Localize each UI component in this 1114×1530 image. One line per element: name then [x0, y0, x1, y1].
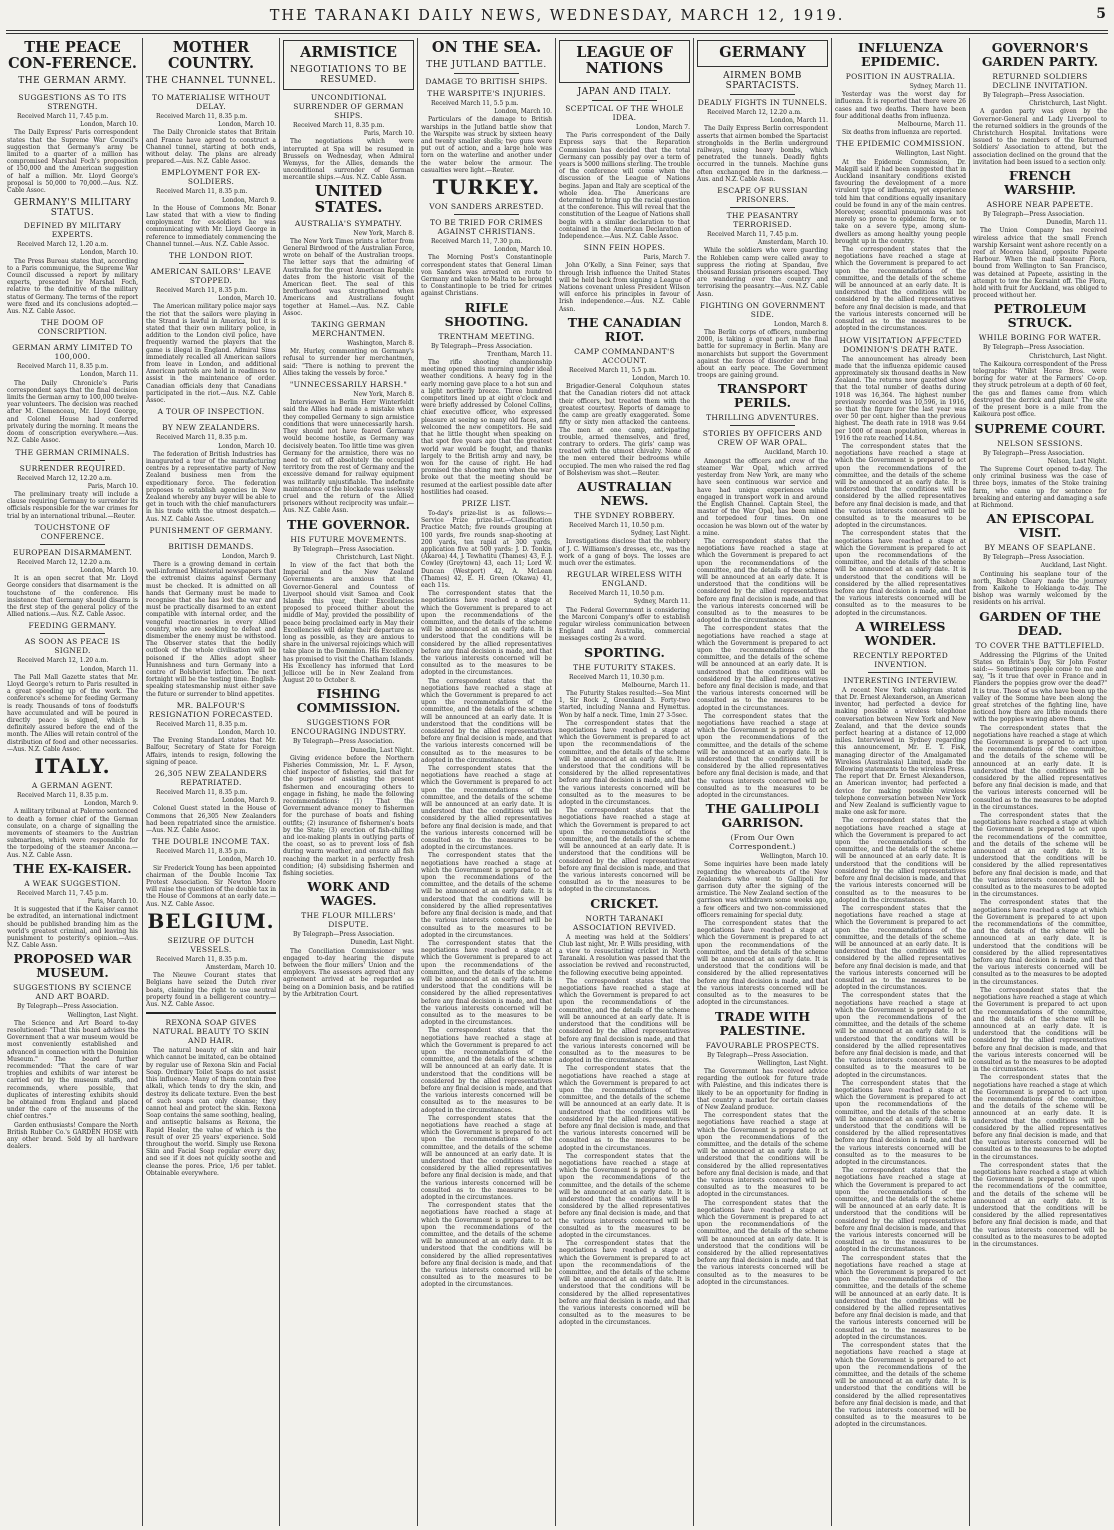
subhead: GERMANY'S MILITARY STATUS.: [13, 198, 132, 219]
dateline-place: Dunedin, March 11.: [1046, 219, 1107, 227]
advertisement-text: The natural beauty of skin and hair which cannot be imitated, can be obtained by regular use of Rexona Skin and Facial Soap. Ordinary Toilet Soaps do not assist this influence. Many of them contain free alkali, which tends to dry the skin, and destroy its delicate texture. Even the best of such soaps can only cleanse; they cannot heal and protect the skin. Rexona Soap contains the same soothing, healing, and antiseptic balsams as Rexona, the Rapid Healer, the value of which is the result of over 25 years' experience. Sold throughout the world. Simply use Rexona Skin and Facial Soap regular every day, and see if it does not quickly soothe and cleanse the pores. Price, 1/6 per tablet. Obtainable everywhere.: [146, 1047, 276, 1177]
dateline-place: London, March 10.: [218, 442, 276, 450]
headline-supreme-court: SUPREME COURT.: [974, 420, 1106, 436]
subhead: THE DOUBLE INCOME TAX.: [152, 837, 270, 847]
dateline: By Telegraph—Press Association.: [983, 211, 1085, 219]
subhead: THE WARSPITE'S INJURIES.: [427, 89, 546, 98]
dateline-place: New York, March 8.: [353, 229, 414, 237]
dateline-place: Paris, March 10.: [87, 482, 138, 490]
subhead: DAMAGE TO BRITISH SHIPS.: [425, 77, 548, 86]
headline-fishing-commission: FISHING COMMISSION.: [296, 686, 401, 716]
subhead: THE CHANNEL TUNNEL.: [146, 76, 276, 86]
article-text: To-day's prize-list is as follows:— Service Prize prize-list.—Classification Practice Match; five rounds grouping at 100 yards, five rounds snap-shooting at 200 yards, ten rapid at 300 yards, application five at 500 yards: J. D. Tonkin (Akaroa) 44, J. Tewhatitu (Thames) 43, F. J. Cowley (Greytown) 43, each 11; Lord W. Duncan (Westport) 42, A. McLean (Thames) 42, E. H. Green (Okawa) 41, each 11s.: [421, 509, 552, 589]
article-text: The rifle shooting championship meeting opened this morning under ideal weather conditions. A heavy fog in the early morning gave place to a hot sun and a light northerly breeze. Three hundred competitors lined up at eight o'clock and were briefly addressed by Colonel Collins, chief executive officer, who expressed pleasure at seeing so many old faces, and welcomed the new competitors. He said that he little thought when speaking on that spot five years ago that the greatest world war would be fought, and thanks largely to the British army and navy, be won for the cause of right. He had promised the shooting men when the war broke out that the meeting should be resumed at the earliest possible date after hostilities had ceased.: [421, 359, 552, 496]
dateline-place: Paris, March 10.: [87, 898, 138, 906]
headline-trade-with-palestine: TRADE WITH PALESTINE.: [714, 1008, 811, 1038]
dateline: By Telegraph—Press Association.: [293, 738, 395, 746]
subhead: CAMP COMMANDANT'S ACCOUNT.: [574, 346, 675, 365]
dateline-place: Auckland, Last Night.: [1040, 562, 1107, 570]
dateline-place: London, March 8.: [773, 320, 828, 328]
article-text: The Supreme Court opened to-day. The only criminal business was the case of three boys, inmates of the Stoke training farm, who came up for sentence for breaking and entering and damaging a safe at Richmond.: [973, 465, 1107, 509]
dateline-place: Sydney, Last Night.: [630, 530, 690, 538]
dateline-place: London, March 9.: [221, 196, 276, 204]
subhead: "UNNECESSARILY HARSH.": [289, 380, 408, 390]
dateline-place: Christchurch, Last Night.: [336, 553, 414, 561]
article-text: Amongst the officers and crew of the steamer War Opal, which arrived yesterday from New York, are many who have seen continuous war service and have had unique experiences while engaged in transport work in and around the English Channel. Captain Steel, the master of the War Opal, has been mined and torpedoed four times. On one occasion he was blown out of the water by a mine.: [697, 457, 828, 537]
subhead: BRITISH DEMANDS.: [168, 541, 254, 551]
subhead: SINN FEIN HOPES.: [583, 243, 666, 253]
subhead: SUGGESTIONS AS TO ITS STRENGTH.: [18, 93, 127, 111]
subhead: FEEDING GERMANY.: [28, 621, 117, 631]
dateline-place: Amsterdam, March 10.: [757, 239, 828, 247]
dateline: By Telegraph—Press Association.: [17, 1003, 119, 1011]
subhead: THE FLOUR MILLERS' DISPUTE.: [301, 911, 396, 930]
headline-gallipoli-garrison: THE GALLIPOLI GARRISON.: [705, 801, 820, 831]
article-text: The correspondent states that the negotiations have reached a stage at which the Government is prepared to act upon the recommendations of the committee, and the details of the scheme will be announced at an early date. It is understood that the conditions will be considered by the allied representatives before any final decision is made, and that the various interests concerned will be consulted as to the measures to be adopted in the circumstances.: [973, 724, 1107, 811]
dateline-place: Christchurch, Last Night.: [1029, 352, 1107, 360]
dateline-place: London, March 10.: [80, 566, 138, 574]
dateline: Received March 11, 8.35 p.m.: [156, 113, 248, 120]
dateline: Received March 11, 8.35 p.m.: [17, 363, 109, 371]
dateline-place: London, March 9.: [221, 797, 276, 805]
dateline-place: Auckland, March 10.: [764, 449, 828, 457]
headline-governor: THE GOVERNOR.: [286, 516, 410, 532]
dateline-place: London, March 11.: [80, 665, 138, 673]
article-text: While the soldiers who were guarding the Rohleben camp were called away to suppress the rioting at Spandau, five thousand Russian prisoners escaped. They are wandering over the country and terrorising the peasantry.—Aus. N.Z. Cable Assn.: [697, 247, 828, 298]
article-text: The correspondent states that the negotiations have reached a stage at which the Government is prepared to act upon the recommendations of the committee, and the details of the scheme will be announced at an early date. It is understood that the conditions will be considered by the allied representatives before any final decision is made, and that the various interests concerned will be consulted as to the measures to be adopted in the circumstances.: [559, 719, 690, 807]
subhead: FIGHTING ON GOVERNMENT SIDE.: [699, 300, 826, 319]
dateline-place: London, March 11.: [770, 117, 828, 125]
dateline: Received March 11, 7.30 p.m.: [431, 238, 523, 246]
article-text: The correspondent states that the negotiations have reached a stage at which the Government is prepared to act upon the recommendations of the committee, and the details of the scheme will be announced at an early date. It is understood that the conditions will be considered by the allied representatives before any final decision is made, and that the various interests concerned will be consulted as to the measures to be adopted in the circumstances.: [835, 992, 966, 1079]
article-text: Particulars of the damage to British warships in the Jutland battle show that the Warspite was struck by sixteen heavy and twenty smaller shells; two guns were put out of action, and a large hole was torn on the waterline and another under the water below the armour. The casualties were light.—Reuter.: [421, 116, 552, 174]
article-text: The preliminary treaty will include a clause requiring Germany to surrender its officials responsible for the war crimes for trial by an international tribunal.—Reuter.: [7, 490, 138, 520]
column-8: [970, 38, 1110, 1526]
subhead: WHILE BORING FOR WATER.: [978, 333, 1102, 343]
article-text: The Futurity Stakes resulted:—Sea Mint 1, Sir Rock 2, Greenland 3. Forty-two started, including Nanna and Hymettus. Won by half a neck. Time, 1min 27 3-5sec.: [559, 689, 690, 719]
masthead-rule-2: [6, 33, 1108, 34]
article-text: The negotiations which were interrupted at Spa will be resumed in Brussels on Wednesday, when Admiral Wemyss, for the Allies, demands the unconditional surrender of German mercantile ships.—Aus. N.Z. Cable Assn.: [283, 138, 414, 182]
dateline: Received March 11, 8.35 p.m.: [156, 955, 248, 963]
dateline: By Telegraph—Press Association.: [293, 545, 395, 553]
subhead: ESCAPE OF RUSSIAN PRISONERS.: [717, 186, 808, 205]
dateline-place: London, March 9.: [221, 552, 276, 560]
subhead: A WEAK SUGGESTION.: [24, 878, 121, 888]
headline-work-and-wages: WORK AND WAGES.: [307, 879, 390, 909]
headline-italy: ITALY.: [34, 753, 111, 778]
dateline: Received March 11, 10.50 p.m.: [569, 590, 665, 598]
article-text: The correspondent states that the negotiations have reached a stage at which the Government is prepared to act upon the recommendations of the committee, and the details of the scheme will be announced at an early date. It is understood that the conditions will be considered by the allied representatives before any final decision is made, and that the various interests concerned will be consulted as to the measures to be adopted in the circumstances.: [559, 807, 690, 894]
article-text: The Pall Mall Gazette states that Mr. Lloyd George's return to Paris resulted in a great speeding up of the work. The conference's scheme for feeding Germany is ready. Thousands of tons of foodstuffs have accumulated and will be poured in directly peace is signed, which is definitely assured before the end of the month. The Allies will retain control of the distribution of food and other necessaries.—Aus. N.Z. Cable Assoc.: [7, 673, 138, 753]
dateline-place: Washington, March 8.: [347, 340, 414, 348]
dateline: Received March 11, 10.50 p.m.: [569, 521, 665, 529]
article-text: The correspondent states that the negotiations have reached a stage at which the Government is prepared to act upon the recommendations of the committee, and the details of the scheme will be announced at an early date. It is understood that the conditions will be considered by the allied representatives before any final decision is made, and that the various interests concerned will be consulted as to the measures to be adopted in the circumstances.: [835, 904, 966, 992]
article-text: The Daily Express Berlin correspondent asserts that airmen bombed the Spartacist strongholds in the Berlin underground railways, using heavy bombs, which penetrated the tunnels. Deadly fights occurred in the tunnels. Machine guns often exchanged fire in the darkness.—Aus. and N.Z. Cable Assn.: [697, 125, 828, 183]
article-text: Some inquiries have been made lately regarding the whereabouts of the New Zealanders who went to Gallipoli for garrison duty after the signing of the armistice. The New Zealand section of the garrison was withdrawn some weeks ago, a few officers and two non-commissioned officers remaining for special duty.: [697, 861, 828, 919]
subhead: GERMAN ARMY LIMITED TO 100,000.: [12, 343, 133, 362]
article-text: John O'Kelly, a Sinn Feiner, says that through Irish influence the United States will be held back from signing a League of Nations covenant unless President Wilson will enforce his principles in favour of Irish independence.—Aus. N.Z. Cable Assn.: [559, 262, 690, 313]
subhead: DEFINED BY MILITARY EXPERTS.: [23, 221, 122, 240]
masthead-rule: [6, 30, 1108, 31]
article-text: The Nieuwe Courant states that Belgians have seized the Dutch river boats, claiming the right to use neutral property found in a belligerent country.—Aus. N.Z. Cable Assoc.: [146, 972, 276, 1009]
subhead: EMPLOYMENT FOR EX-SOLDIERS.: [161, 168, 261, 187]
subhead: NELSON SESSIONS.: [997, 438, 1083, 448]
headline-canadian-riot: THE CANADIAN RIOT.: [567, 314, 682, 344]
dateline-place: London, March 11.: [80, 371, 138, 379]
subhead: VON SANDERS ARRESTED.: [429, 202, 544, 212]
headline-wireless-wonder: A WIRELESS WONDER.: [855, 618, 946, 648]
subhead: AMERICAN SAILORS' LEAVE STOPPED.: [150, 267, 272, 286]
subhead: HOW VISITATION AFFECTED DOMINION'S DEATH RATE.: [839, 335, 962, 354]
headline-armistice: ARMISTICE: [300, 44, 397, 61]
dateline: By Telegraph—Press Association.: [293, 931, 395, 939]
column-7: [832, 38, 969, 1526]
headline-sporting: SPORTING.: [584, 644, 665, 660]
article-text: The correspondent states that the negotiations have reached a stage at which the Government is prepared to act upon the recommendations of the committee, and the details of the scheme will be announced at an early date. It is understood that the conditions will be considered by the allied representatives before any final decision is made, and that the various interests concerned will be consulted as to the measures to be adopted in the circumstances.: [421, 677, 552, 764]
article-text: The correspondent states that the negotiations have reached a stage at which the Government is prepared to act upon the recommendations of the committee, and the details of the scheme will be announced at an early date. It is understood that the conditions will be considered by the allied representatives before any final decision is made, and that the various interests concerned will be consulted as to the measures to be adopted in the circumstances.: [559, 977, 690, 1065]
article-text: Brigadier-General Colquhoun states that the Canadian rioters did not attack their officers, but treated them with the greatest courtesy. Reports of damage to the camp are greatly exaggerated. Some fifty or sixty men attacked the canteens. The men at one camp, anticipating trouble, armed themselves, and fired, contrary to orders. The girls' camp was treated with the utmost chivalry. None of the men entered their bedrooms while occupied. The men who raised the red flag of Bolshevism was shot.—Reuter.: [559, 383, 690, 477]
dateline-place: Wellington, Last Night.: [67, 1011, 138, 1019]
article-text: Sir Frederick Young has been appointed chairman of the Double Income Tax Protest Association. Sir Newton Moore will raise the question of the double tax in the House of Commons at an early date.—Aus. N.Z. Cable Assoc.: [146, 864, 276, 908]
subhead: UNCONDITIONAL SURRENDER OF GERMAN SHIPS.: [293, 93, 404, 120]
dateline-place: London, March 10.: [218, 856, 276, 864]
headline-garden-of-the-dead: GARDEN OF THE DEAD.: [979, 608, 1101, 638]
subhead: THE JUTLAND BATTLE.: [426, 60, 547, 70]
dateline-place: London, March 10.: [218, 295, 276, 303]
dateline-place: London, March 7.: [635, 124, 690, 131]
article-text: The correspondent states that the negotiations have reached a stage at which the Government is prepared to act upon the recommendations of the committee, and the details of the scheme will be announced at an early date. It is understood that the conditions will be considered by the allied representatives before any final decision is made, and that the various interests concerned will be consulted as to the measures to be adopted in the circumstances.: [421, 765, 552, 852]
dateline-place: Paris, March 10.: [363, 130, 414, 138]
article-text: The correspondent states that the negotiations have reached a stage at which the Government is prepared to act upon the recommendations of the committee, and the details of the scheme will be announced at an early date. It is understood that the conditions will be considered by the allied representatives before any final decision is made, and that the various interests concerned will be consulted as to the measures to be adopted in the circumstances.: [973, 812, 1107, 899]
dateline: Received March 11, 10.30 p.m.: [569, 673, 665, 681]
article-text: The federation of British Industries has inaugurated a tour of the manufacturing centres by a representative party of New Zealand business men from the expeditionary force. The federation proposes to establish agencies in New Zealand whereby any buyer will be able to get in touch with the chief manufacturers in his trade with the utmost despatch.—Aus. N.Z. Cable Assoc.: [146, 450, 276, 523]
subhead: A TOUR OF INSPECTION.: [157, 407, 265, 417]
article-text: A recent New York cablegram stated that Dr. Ernest Alexanderson, an American inventor, had perfected a device for making possible a wireless telephone conversation between New York and New Zealand, and that the device sounds perfect hearing at a distance of 12,000 miles. Interviewed in Sydney regarding this announcement, Mr. E. T. Fisk, managing director of the Amalgamated Wireless (Australasia) Limited, made the following statements to the wireless Press. The report that Dr. Ernest Alexanderson, an American inventor, had perfected a device for making possible wireless telephone conversation between New York and New Zealand is sufficiently vague to make one ask for more.: [835, 686, 966, 817]
article-text: The Conciliation Commissioner was engaged to-day hearing the dispute between the flour millers' Union and the employers. The assessors agreed that any agreement arrived at be regarded as being on a Dominion basis, and be ratified by the Arbitration Court.: [283, 947, 414, 998]
article-text: The American military police major says the riot that the sailors were playing in the Strand is lawful in America, but it is stated that their own military police, in addition to the London civil police, have frequently warned the players that the game is illegal in England. Admiral Sims immediately recalled all American sailors from leave in London, and additional American patrols are held in readiness to assist in the maintenance of order. Canadian officials deny that Canadians participated in the riot.—Aus. N.Z. Cable Assoc.: [146, 303, 276, 405]
article-text: Continuing his seaplane tour of the north, Bishop Cleary made the journey from Kaikohe to Hokianga to-day. The bishop was warmly welcomed by the residents on his arrival.: [973, 570, 1107, 607]
article-text: There is a growing demand in certain well-informed Ministerial newspapers that the extremist claims against Germany must be checked. It is admitted on all hands that Germany must be made to recognise that she has lost the war and must be practically disarmed to an extent compatible with internal order, and the vengeful reactionaries in every Allied country, who are seeking to defeat and dismember the enemy must be withstood. The Observer states that the bodily outlook of the whole civilisation will be poisoned if the Allies adopt sheer Hunnishness and turn Germany into a centre of Bolshevist infection. The next fortnight will be the testing time. English-speaking statesmanship must either save the future or surrender to blind appetites.: [146, 560, 276, 698]
subhead: FAVOURABLE PROSPECTS.: [705, 1040, 820, 1050]
article-text: The correspondent states that the negotiations have reached a stage at which the Government is prepared to act upon the recommendations of the committee, and the details of the scheme will be announced at an early date. It is understood that the conditions will be considered by the allied representatives before any final decision is made, and that the various interests concerned will be consulted as to the measures to be adopted in the circumstances.: [973, 899, 1107, 986]
dateline-place: Christchurch, Last Night.: [1029, 100, 1107, 108]
subhead: AUSTRALIA'S SYMPATHY.: [294, 218, 403, 228]
dateline: Received March 11, 7.45 p.m.: [707, 231, 799, 239]
dateline-place: Dunedin, Last Night.: [350, 939, 414, 947]
article-text: In the House of Commons Mr. Bonar Law stated that with a view to finding employment for ex-soldiers he was communicating with Mr. Lloyd George in reference to immediately commencing the Channel tunnel.—Aus. N.Z. Cable Assoc.: [146, 204, 276, 248]
subhead: THE SYDNEY ROBBERY.: [574, 510, 675, 520]
subhead: AIRMEN BOMB SPARTACISTS.: [723, 71, 802, 91]
subhead: MR. BALFOUR'S RESIGNATION FORECASTED.: [148, 700, 274, 719]
article-text: The Daily Express' Paris correspondent states that the Supreme War Council's suggestion that Germany's army be limited to a quarter of a million has compromised Marshal Foch's proposition of 150,000 and the American suggestion of half a million. Mr. Lloyd George's proposal is 50,000 to 70,000.—Aus. N.Z. Cable Assoc.: [7, 129, 138, 195]
subhead: SUGGESTIONS BY SCIENCE AND ART BOARD.: [13, 983, 132, 1002]
subhead: THE FUTURITY STAKES.: [573, 662, 676, 672]
subhead: TOUCHSTONE OF CONFERENCE.: [34, 522, 111, 541]
headline-cricket: CRICKET.: [590, 895, 659, 911]
article-text: A meeting was held at the Soldiers' Club last night, Mr. P. Wills presiding, with a view to resuscitating cricket in North Taranaki. A resolution was passed that the association be revived and reconstructed, the following executive being appointed.: [559, 933, 690, 977]
dateline-place: Melbourne, March 11.: [621, 681, 690, 689]
headline-transport-perils: TRANSPORT PERILS.: [717, 381, 808, 411]
article-text: A garden party was given by the Governor-General and Lady Liverpool to the returned soldiers in the grounds of the Christchurch Hospital. Invitations were issued to the members of the Returned Soldiers' Association to attend, but the association declined on the ground that the invitation had been issued to a section only.: [973, 108, 1107, 166]
headline-on-the-sea: ON THE SEA.: [431, 39, 542, 56]
dateline-place: Sydney, March 11.: [909, 83, 966, 90]
headline-germany: GERMANY: [719, 44, 806, 61]
article-text: The correspondent states that the negotiations have reached a stage at which the Government is prepared to act upon the recommendations of the committee, and the details of the scheme will be announced at an early date. It is understood that the conditions will be considered by the allied representatives before any final decision is made, and that the various interests concerned will be consulted as to the measures to be adopted in the circumstances.: [421, 1027, 552, 1114]
headline-peace-conference: THE PEACE CON-FERENCE.: [8, 39, 137, 72]
dateline-place: Wellington, March 10.: [760, 853, 828, 861]
headline-rifle-shooting: RIFLE SHOOTING.: [444, 299, 529, 329]
article-text: The Paris correspondent of the Daily Express says that the Reparation Commission has decided that the total Germany can possibly pay over a term of years is 5000 millions sterling. The trouble of the conference will come when the discussion of the League of Nations begins. Japan and Italy are sceptical of the whole idea. The Americans are determined to bring up the racial question at the conference. This will reveal that the constitution of the League of Nations shall begin with a similar declaration to that contained in the American Declaration of Independence.—Aus. N.Z. Cable Assoc.: [559, 132, 690, 241]
dateline-place: Trentham, March 11.: [487, 350, 552, 358]
dateline: Received March 11, 8.35 p.m.: [17, 791, 109, 799]
subhead: NEGOTIATIONS TO BE RESUMED.: [290, 65, 407, 85]
article-text: The Morning Post's Constantinople correspondent states that General Liman von Sanders was arrested en route to Germany and taken to Malta to be brought to Constantinople to be tried for crimes against Christians.: [421, 254, 552, 298]
article-text: The correspondent states that the negotiations have reached a stage at which the Government is prepared to act upon the recommendations of the committee, and the details of the scheme will be announced at an early date. It is understood that the conditions will be considered by the allied representatives before any final decision is made, and that the various interests concerned will be consulted as to the measures to be adopted in the circumstances.: [697, 625, 828, 712]
dateline: By Telegraph—Press Association.: [983, 344, 1085, 352]
dateline: By Telegraph—Press Association.: [983, 449, 1085, 457]
dateline-place: Melbourne, March 11.: [897, 121, 966, 129]
dateline: Received March 12, 12.20 a.m.: [17, 474, 112, 482]
subhead: SEIZURE OF DUTCH VESSELS.: [167, 935, 255, 954]
dateline-place: Nelson, Last Night.: [1047, 457, 1107, 465]
article-text: The correspondent states that the negotiations have reached a stage at which the Government is prepared to act upon the recommendations of the committee, and the details of the scheme will be announced at an early date. It is understood that the conditions will be considered by the allied representatives before any final decision is made, and that the various interests concerned will be consulted as to the measures to be adopted in the circumstances.: [559, 1240, 690, 1327]
article-text: At the Epidemic Commission, Dr. Makgill said it had been suggested that in Auckland insanitary conditions existed favouring the development of a more virulent type of influenza, yet experience told him that conditions equally insanitary could be found in any of the main centres. Moreover, essential pneumonia was not merely so prone to epidemic form, or to take on a severe type, among slum-dwellers as among healthy young people brought up in the country.: [835, 158, 966, 245]
page-number: 5: [1096, 6, 1106, 22]
headline-united-states: UNITED STATES.: [314, 182, 383, 216]
dateline-place: Amsterdam, March 10.: [205, 964, 276, 972]
advertisement-text: Garden enthusiasts! Compare the North British Rubber Co.'s GARDEN HOSE with any other brand. Sold by all hardware dealers.: [7, 1121, 138, 1151]
article-text: The correspondent states that the negotiations have reached a stage at which the Government is prepared to act upon the recommendations of the committee, and the details of the scheme will be announced at an early date. It is understood that the conditions will be considered by the allied representatives before any final decision is made, and that the various interests concerned will be consulted as to the measures to be adopted in the circumstances.: [421, 590, 552, 677]
article-text: Yesterday was the worst day for influenza. It is reported that there were 26 cases and two deaths. There have been four additional deaths from influenza.: [835, 91, 966, 120]
article-text: The correspondent states that the negotiations have reached a stage at which the Government is prepared to act upon the recommendations of the committee, and the details of the scheme will be announced at an early date. It is understood that the conditions will be considered by the allied representatives before any final decision is made, and that the various interests concerned will be consulted as to the measures to be adopted in the circumstances.: [835, 1342, 966, 1429]
article-text: The correspondent states that the negotiations have reached a stage at which the Government is prepared to act upon the recommendations of the committee, and the details of the scheme will be announced at an early date. It is understood that the conditions will be considered by the allied representatives before any final decision is made, and that the various interests concerned will be consulted as to the measures to be adopted in the circumstances.: [835, 246, 966, 333]
article-text: The correspondent states that the negotiations have reached a stage at which the Government is prepared to act upon the recommendations of the committee, and the details of the scheme will be announced at an early date. It is understood that the conditions will be considered by the allied representatives before any final decision is made, and that the various interests concerned will be consulted as to the measures to be adopted in the circumstances.: [835, 1079, 966, 1167]
subhead: (From Our Own Correspondent.): [729, 833, 796, 852]
article-text: Colonel Guest stated in the House of Commons that 26,305 New Zealanders had been repatriated since the armistice.—Aus. N.Z. Cable Assoc.: [146, 805, 276, 835]
subhead: THRILLING ADVENTURES.: [706, 413, 819, 423]
dateline-place: London, March 10.: [218, 121, 276, 129]
subhead: THE LONDON RIOT.: [168, 251, 254, 261]
article-text: The correspondent states that the negotiations have reached a stage at which the Government is prepared to act upon the recommendations of the committee, and the details of the scheme will be announced at an early date. It is understood that the conditions will be considered by the allied representatives before any final decision is made, and that the various interests concerned will be consulted as to the measures to be adopted in the circumstances.: [835, 530, 966, 617]
dateline: Received March 11, 8.35 p.m.: [293, 122, 385, 129]
subhead: THE DOOM OF CONSCRIPTION.: [37, 318, 108, 337]
dateline-place: London, March 10.: [80, 121, 138, 129]
headline-french-warship: FRENCH WARSHIP.: [1004, 168, 1076, 198]
headline-episcopal-visit: AN EPISCOPAL VISIT.: [986, 511, 1094, 541]
article-text: The Kaikoura correspondent of the Press telegraphs: "Whilst Horse Bros. were boring for water at the Farmers' Co-op. they struck petroleum at a depth of 60 feet, the gas and flames came from which destroyed the derrick and plant." The site of the present bore is a mile from the Kaikoura post office.: [973, 360, 1107, 419]
dateline: Received March 11, 8.35 p.m.: [156, 287, 248, 295]
subhead: THE GERMAN ARMY.: [18, 76, 127, 86]
dateline: By Telegraph—Press Association.: [431, 342, 533, 350]
subhead: SUGGESTIONS FOR ENCOURAGING INDUSTRY.: [290, 718, 407, 737]
dateline-place: Wellington, Last Night.: [757, 1059, 828, 1067]
subhead: PRIZE LIST.: [461, 498, 512, 508]
column-1: [4, 38, 141, 1526]
column-6: [694, 38, 831, 1526]
subhead: HIS FUTURE MOVEMENTS.: [290, 534, 407, 544]
article-text: The Science and Art Board to-day resolutioned: "That this board advises the Government that a war museum would be most conveniently established and advanced in connection with the Dominion Museum." The board further recommended: "That the care of war trophies and exhibits of war interest be carried out by the museum staffs, and recommends, where possible, that duplicates of interesting exhibits should be obtained from England and placed under the care of the museums of the chief centres.": [7, 1019, 138, 1121]
dateline-place: London, March 10.: [218, 729, 276, 736]
article-text: The Government has received advice regarding the outlook for future trade with Palestine, and this indicates there is likely to be an opportunity for finding in that country a market for certain classes of New Zealand produce.: [697, 1067, 828, 1111]
subhead: RETURNED SOLDIERS DECLINE INVITATION.: [992, 72, 1088, 90]
subhead: TO COVER THE BATTLEFIELD.: [975, 640, 1105, 650]
article-text: The Union Company has received wireless advice that the small French warship Kersaint went ashore recently on a reef at Moorea Island, opposite Papeete Harbour. When the mail steamer Flora, bound from Wellington to San Francisco, was detained at Papeete, assisting in the attempt to tow the Kersaint off. The Flora, hold with fruit for Auckland, was obliged to proceed without her.: [973, 227, 1107, 300]
dateline: Received March 12, 12.20 a.m.: [17, 558, 112, 566]
article-text: Mr. Hurley, commenting on Germany's refusal to surrender her merchantmen, said: "There is nothing to prevent the Allies taking the vessels by force.": [283, 348, 414, 377]
article-text: Six deaths from influenza are reported.: [842, 129, 962, 137]
article-text: The correspondent states that the negotiations have reached a stage at which the Government is prepared to act upon the recommendations of the committee, and the details of the scheme will be announced at an early date. It is understood that the conditions will be considered by the allied representatives before any final decision is made, and that the various interests concerned will be consulted as to the measures to be adopted in the circumstances.: [697, 1112, 828, 1199]
column-5: [556, 38, 693, 1526]
dateline: Received March 11, 7.45 p.m.: [17, 113, 109, 120]
subhead: STORIES BY OFFICERS AND CREW OF WAR OPAL.: [702, 429, 823, 448]
article-text: The correspondent states that the negotiations have reached a stage at which the Government is prepared to act upon the recommendations of the committee, and the details of the scheme will be announced at an early date. It is understood that the conditions will be considered by the allied representatives before any final decision is made, and that the various interests concerned will be consulted as to the measures to be adopted in the circumstances.: [835, 1254, 966, 1341]
article-text: The correspondent states that the negotiations have reached a stage at which the Government is prepared to act upon the recommendations of the committee, and the details of the scheme will be announced at an early date. It is understood that the conditions will be considered by the allied representatives before any final decision is made, and that the various interests concerned will be consulted as to the measures to be adopted in the circumstances.: [697, 1199, 828, 1286]
subhead: DEADLY FIGHTS IN TUNNELS.: [697, 98, 828, 107]
dateline: By Telegraph—Press Association.: [707, 1051, 809, 1059]
headline-league-of-nations: LEAGUE OF NATIONS: [576, 44, 673, 77]
headline-petroleum-struck: PETROLEUM STRUCK.: [993, 301, 1087, 331]
subhead: TRENTHAM MEETING.: [438, 331, 535, 341]
subhead: A GERMAN AGENT.: [31, 780, 114, 790]
subhead: THE GERMAN CRIMINALS.: [15, 447, 130, 457]
subhead: THE PEASANTRY TERRORISED.: [726, 211, 799, 230]
dateline-place: Dunedin, Last Night.: [350, 746, 414, 754]
headline-mother-country: MOTHER COUNTRY.: [168, 39, 254, 72]
article-text: The correspondent states that the negotiations have reached a stage at which the Government is prepared to act upon the recommendations of the committee, and the details of the scheme will be announced at an early date. It is understood that the conditions will be considered by the allied representatives before any final decision is made, and that the various interests concerned will be consulted as to the measures to be adopted in the circumstances.: [421, 1202, 552, 1289]
article-text: The correspondent states that the negotiations have reached a stage at which the Government is prepared to act upon the recommendations of the committee, and the details of the scheme will be announced at an early date. It is understood that the conditions will be considered by the allied representatives before any final decision is made, and that the various interests concerned will be consulted as to the measures to be adopted in the circumstances.: [559, 1065, 690, 1152]
article-text: The correspondent states that the negotiations have reached a stage at which the Government is prepared to act upon the recommendations of the committee, and the details of the scheme will be announced at an early date. It is understood that the conditions will be considered by the allied representatives before any final decision is made, and that the various interests concerned will be consulted as to the measures to be adopted in the circumstances.: [697, 712, 828, 800]
subhead: TO BE TRIED FOR CRIMES AGAINST CHRISTIANS.: [429, 218, 543, 237]
article-text: The announcement has already been made that the influenza epidemic caused approximately six thousand deaths in New Zealand. The returns now gazetted show that the total number of deaths during 1918 was 16,364. The highest number previously recorded was 10,596, in 1916, so that the figure for the last year was over 50 per cent. higher than the previous highest. The death rate in 1918 was 9.64 per 1000 of mean population, whereas in 1916 the rate reached 14.84.: [835, 355, 966, 442]
article-text: Interviewed in Berlin Herr Winterfeldt said the Allies had made a mistake when they compelled Germany to sign armistice conditions that were unnecessarily harsh. They should not have feared Germany would become hostile, as Germany was decisively beaten. Too little time was given Germany for the armistice, there was no need to cut off absolutely the occupied territory from the rest of Germany and the excessive demand for railway equipment was militarily unjustifiable. The indefinite maintenance of the blockade was uselessly cruel and the return of the Allied prisoners without reciprocity was unfair.—Aus. N.Z. Cable Assn.: [283, 399, 414, 515]
subhead: REGULAR WIRELESS WITH ENGLAND.: [566, 570, 683, 589]
subhead: SURRENDER REQUIRED.: [19, 463, 126, 473]
advertisement-heading: REXONA SOAP GIVES NATURAL BEAUTY TO SKIN AND HAIR.: [152, 1018, 270, 1046]
subhead: EUROPEAN DISARMAMENT.: [12, 547, 133, 557]
headline-war-museum: PROPOSED WAR MUSEUM.: [13, 951, 132, 981]
article-text: The correspondent states that the negotiations have reached a stage at which the Government is prepared to act upon the recommendations of the committee, and the details of the scheme will be announced at an early date. It is understood that the conditions will be considered by the allied representatives before any final decision is made, and that the various interests concerned will be consulted as to the measures to be adopted in the circumstances.: [835, 442, 966, 530]
dateline: Received March 11, 8.35 p.m.: [156, 720, 248, 728]
subhead: 26,305 NEW ZEALANDERS REPATRIATED.: [154, 769, 268, 788]
dateline: Received March 11, 5.5 p.m.: [569, 366, 657, 374]
subhead: RECENTLY REPORTED INVENTION.: [852, 650, 949, 669]
article-text: The correspondent states that the negotiations have reached a stage at which the Government is prepared to act upon the recommendations of the committee, and the details of the scheme will be announced at an early date. It is understood that the conditions will be considered by the allied representatives before any final decision is made, and that the various interests concerned will be consulted as to the measures to be adopted in the circumstances.: [973, 1074, 1107, 1161]
subhead: BY MEANS OF SEAPLANE.: [984, 543, 1096, 553]
subhead: BY NEW ZEALANDERS.: [162, 423, 260, 433]
article-text: It is suggested that if the Kaiser cannot be extradited, an international indictment should be published branding him as the world's greatest criminal, and leaving his punishment to posterity's opinion.—Aus. N.Z. Cable Assn.: [7, 906, 138, 950]
subhead: PUNISHMENT OF GERMANY.: [149, 525, 273, 535]
article-text: The Daily Chronicle's Paris correspondent says that the final decision limits the German army to 100,000 twelve-year volunteers. The decision was reached after M. Clemenceau, Mr. Lloyd George, and Colonel House had conferred privately during the morning. It means the doom of conscription everywhere.—Aus. N.Z. Cable Assoc.: [7, 379, 138, 445]
dateline-place: Paris, March 7.: [643, 254, 690, 262]
subhead: TO MATERIALISE WITHOUT DELAY.: [152, 93, 270, 111]
dateline-place: Wellington, Last Night.: [895, 150, 966, 158]
subhead: THE EPIDEMIC COMMISSION.: [836, 139, 965, 149]
headline-turkey: TURKEY.: [432, 175, 541, 200]
dateline-place: London, March 10.: [80, 249, 138, 257]
dateline-place: Sydney, March 11.: [633, 598, 690, 606]
article-text: A military tribunal at Palermo sentenced to death a former chief of the German consulate, on a charge of signalling the movements of steamers to the Austrian submarines, which were responsible for the torpedoing of the steamer Ancona.—Aus. N.Z. Cable Assn.: [7, 808, 138, 859]
headline-australian-news: AUSTRALIAN NEWS.: [577, 478, 672, 508]
dateline: By Telegraph—Press Association.: [983, 554, 1085, 562]
subhead: AS SOON AS PEACE IS SIGNED.: [24, 637, 121, 656]
dateline-place: London, March 10.: [632, 375, 690, 383]
dateline: Received March 12, 1.20 a.m.: [17, 657, 109, 665]
subhead: SCEPTICAL OF THE WHOLE IDEA.: [565, 104, 684, 122]
article-text: The Evening Standard states that Mr. Balfour, Secretary of State for Foreign Affairs, intends to resign, following the signing of peace.: [146, 737, 276, 766]
article-text: In view of the fact that both the Imperial and the New Zealand Governments are anxious that the Governor-General and Countess of Liverpool should visit Samoa and Cook Islands this year, their Excellencies proposed to proceed thither about the middle of May, provided the possibility of peace being proclaimed early in May their Excellencies will delay their departure as long as possible, as they are anxious to share in the universal rejoicings which will take place in the Dominion. His Excellency has promised to visit the Chatham Islands. His Excellency has informed that Lord Jellicoe will be in New Zealand from August 20 to October 8.: [283, 561, 414, 685]
subhead: TAKING GERMAN MERCHANTMEN.: [311, 320, 386, 339]
dateline: Received March 11, 7.45 p.m.: [17, 889, 109, 897]
column-4: [418, 38, 555, 1526]
subhead: JAPAN AND ITALY.: [577, 87, 672, 97]
dateline-place: New York, March 8.: [353, 391, 414, 399]
article-text: The correspondent states that the negotiations have reached a stage at which the Government is prepared to act upon the recommendations of the committee, and the details of the scheme will be announced at an early date. It is understood that the conditions will be considered by the allied representatives before any final decision is made, and that the various interests concerned will be consulted as to the measures to be adopted in the circumstances.: [973, 1161, 1107, 1248]
article-text: The correspondent states that the negotiations have reached a stage at which the Government is prepared to act upon the recommendations of the committee, and the details of the scheme will be announced at an early date. It is understood that the conditions will be considered by the allied representatives before any final decision is made, and that the various interests concerned will be consulted as to the measures to be adopted in the circumstances.: [973, 986, 1107, 1074]
dateline: Received March 11, 8.35 p.m.: [156, 188, 248, 196]
column-2: [143, 38, 279, 1526]
subhead: POSITION IN AUSTRALIA.: [845, 72, 956, 81]
headline-governors-garden-party: GOVERNOR'S GARDEN PARTY.: [981, 40, 1099, 69]
column-3: [280, 38, 417, 1526]
article-text: The correspondent states that the negotiations have reached a stage at which the Government is prepared to act upon the recommendations of the committee, and the details of the scheme will be announced at an early date. It is understood that the conditions will be considered by the allied representatives before any final decision is made, and that the various interests concerned will be consulted as to the measures to be adopted in the circumstances.: [559, 1152, 690, 1239]
headline-ex-kaiser: THE EX-KAISER.: [13, 860, 132, 876]
article-text: The correspondent states that the negotiations have reached a stage at which the Government is prepared to act upon the recommendations of the committee, and the details of the scheme will be announced at an early date. It is understood that the conditions will be considered by the allied representatives before any final decision is made, and that the various interests concerned will be consulted as to the measures to be adopted in the circumstances.: [697, 537, 828, 625]
subhead: ASHORE NEAR PAPEETE.: [986, 200, 1094, 210]
subhead: INTERESTING INTERVIEW.: [843, 675, 958, 685]
article-text: Investigations disclose that the robbery of J. C. Williamson's dresses, etc., was the work of a gang of boys. The losses are much over the estimates.: [559, 538, 690, 567]
masthead-title: THE TARANAKI DAILY NEWS, WEDNESDAY, MARCH 12, 1919.: [269, 8, 845, 24]
dateline: Received March 11, 8.35 p.m.: [156, 434, 248, 442]
subhead: NORTH TARANAKI ASSOCIATION REVIVED.: [573, 913, 676, 932]
article-text: The Berlin corps of officers, numbering 2000, is taking a great part in the final battle for supremacy in Berlin. Many are monarchists but support the Government against the forces of disorder and bring about an early peace. The Government troops are gaining ground.: [697, 329, 828, 380]
dateline: Received March 11, 8.35 p.m.: [156, 848, 248, 856]
headline-belgium: BELGIUM.: [147, 908, 275, 933]
article-text: The Daily Chronicle states that Britain and France have agreed to construct a Channel tunnel, starting at both ends, without delay. The plans are already prepared.—Aus. N.Z. Cable Assoc.: [146, 129, 276, 166]
article-text: The correspondent states that the negotiations have reached a stage at which the Government is prepared to act upon the recommendations of the committee, and the details of the scheme will be announced at an early date. It is understood that the conditions will be considered by the allied representatives before any final decision is made, and that the various interests concerned will be consulted as to the measures to be adopted in the circumstances.: [697, 920, 828, 1007]
dateline: Received March 12, 12.20 a.m.: [707, 109, 802, 116]
dateline: Received March 11, 8.35 p.m.: [156, 789, 248, 797]
article-text: The correspondent states that the negotiations have reached a stage at which the Government is prepared to act upon the recommendations of the committee, and the details of the scheme will be announced at an early date. It is understood that the conditions will be considered by the allied representatives before any final decision is made, and that the various interests concerned will be consulted as to the measures to be adopted in the circumstances.: [421, 939, 552, 1027]
dateline-place: London, March 9.: [83, 800, 138, 808]
article-text: Giving evidence before the Northern Fisheries Commission, Mr. L. F. Ayson, chief inspector of fisheries, said that for the purpose of assisting the present fishermen and encouraging others to engage in fishing, he made the following recommendations: (1) That the Government advance money to fishermen for the purchase of boats and fishing outfits; (2) insurance of fishermen's boats by the State; (3) erection of fish-chilling and ice-making plants in outlying parts of the coast, so as to prevent loss of fish during warm weather, and ensure all fish reaching the market in a perfectly fresh condition; (4) subsidising fishermen and fishing societies.: [283, 754, 414, 878]
masthead: [0, 6, 1114, 28]
article-text: The Federal Government is considering the Marconi Company's offer to establish regular wireless communication between England and Australia, commercial messages costing 2s a word.: [559, 606, 690, 643]
article-text: The correspondent states that the negotiations have reached a stage at which the Government is prepared to act upon the recommendations of the committee, and the details of the scheme will be announced at an early date. It is understood that the conditions will be considered by the allied representatives before any final decision is made, and that the various interests concerned will be consulted as to the measures to be adopted in the circumstances.: [421, 852, 552, 939]
headline-influenza-epidemic: INFLUENZA EPIDEMIC.: [858, 40, 943, 69]
article-text: The New York Times prints a letter from General Birdwood of the Australian Force, wrote on behalf of the Australian troops. The letter says that the admiring of Australia for the great American Republic dates from the historic visit of the American fleet. The seal of this brotherhood was strengthened when Americans and Australians fought together at Hamel.—Aus. N.Z. Cable Assoc.: [283, 237, 414, 317]
article-text: The correspondent states that the negotiations have reached a stage at which the Government is prepared to act upon the recommendations of the committee, and the details of the scheme will be announced at an early date. It is understood that the conditions will be considered by the allied representatives before any final decision is made, and that the various interests concerned will be consulted as to the measures to be adopted in the circumstances.: [421, 1114, 552, 1202]
dateline: Received March 11, 5.5 p.m.: [431, 100, 519, 107]
article-text: Addressing the Pilgrims of the United States on Britain's Day, Sir John Foster said:— Sometimes people come to me and say, "Is it true that over in France and in Flanders the poppies grow over the dead?" It is true. Those of us who have been up the valley of the Somme have been along the great stretches of the fighting line, have noticed how there are little mounds there with the poppies waving above them.: [973, 651, 1107, 724]
article-text: The correspondent states that the negotiations have reached a stage at which the Government is prepared to act upon the recommendations of the committee, and the details of the scheme will be announced at an early date. It is understood that the conditions will be considered by the allied representatives before any final decision is made, and that the various interests concerned will be consulted as to the measures to be adopted in the circumstances.: [835, 1167, 966, 1254]
dateline-place: London, March 10.: [494, 108, 552, 116]
dateline: Received March 12, 1.20 a.m.: [17, 241, 109, 249]
dateline: By Telegraph—Press Association.: [983, 92, 1085, 99]
article-text: It is an open secret that Mr. Lloyd George considers that disarmament is the touchstone of the conference. His insistence that Germany should disarm is the first step of the general policy of the Allied nations.—Aus. N.Z. Cable Assoc.: [7, 575, 138, 619]
article-text: The correspondent states that the negotiations have reached a stage at which the Government is prepared to act upon the recommendations of the committee, and the details of the scheme will be announced at an early date. It is understood that the conditions will be considered by the allied representatives before any final decision is made, and that the various interests concerned will be consulted as to the measures to be adopted in the circumstances.: [835, 817, 966, 904]
dateline-place: London, March 10.: [494, 246, 552, 254]
article-text: The Press Bureau states that, according to a Paris communique, the Supreme War Council discussed a report by military experts, presented by Marshal Foch, relative to the definitive of the military status of Germany. The terms of the report were fixed and its conclusions adopted.—Aus. N.Z. Cable Assoc.: [7, 257, 138, 316]
